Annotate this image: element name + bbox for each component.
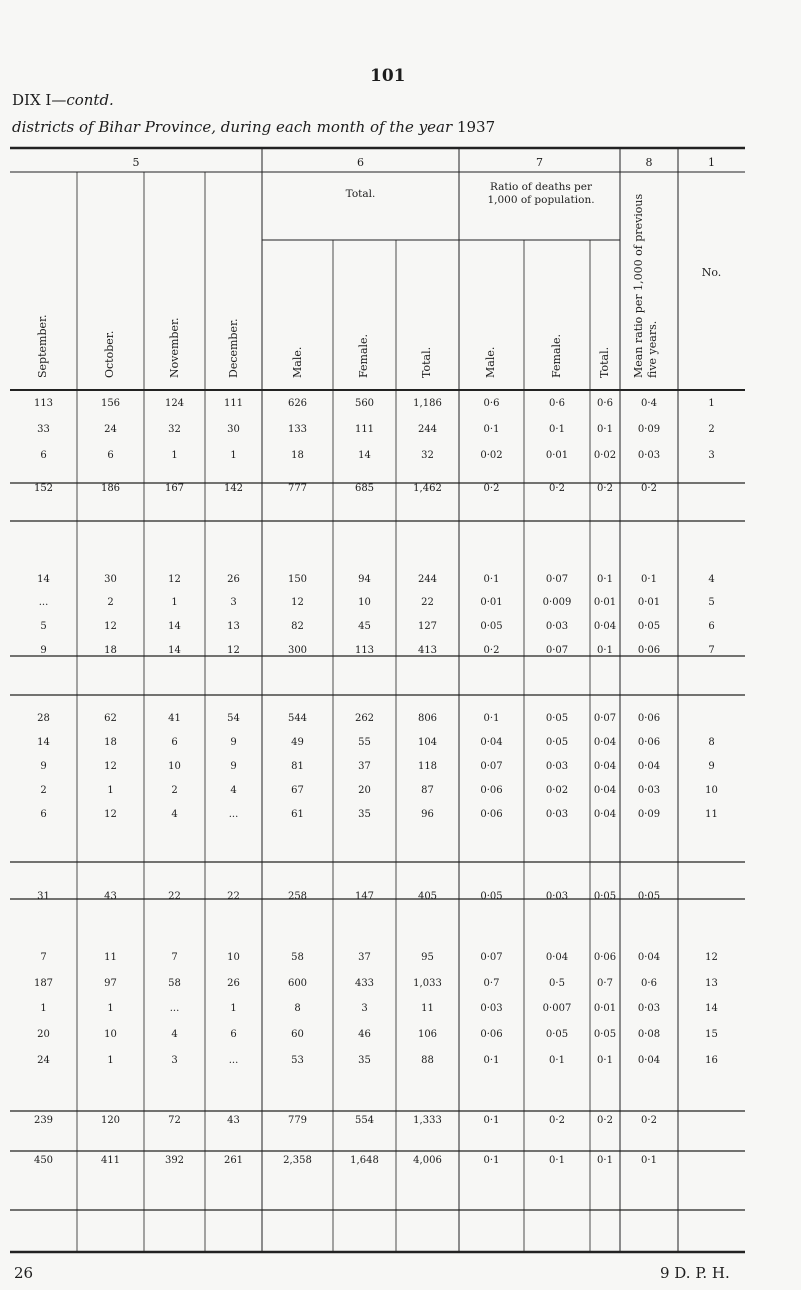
table-cell: 0·09 (637, 424, 661, 435)
table-cell: 0·05 (637, 621, 661, 632)
table-cell: ... (228, 1055, 239, 1066)
table-cell: 554 (354, 1115, 375, 1126)
table-cell: 6 (230, 1029, 237, 1040)
table-cell: ... (38, 597, 49, 608)
table-cell: 0·2 (549, 1115, 565, 1126)
table-cell: 4,006 (413, 1155, 442, 1166)
table-cell: 626 (287, 398, 308, 409)
table-cell: 35 (358, 1055, 371, 1066)
table-cell: 9 (40, 645, 47, 656)
table-cell: 4 (230, 785, 237, 796)
table-cell: 11 (705, 809, 718, 820)
table-cell: 12 (104, 621, 117, 632)
table-row (0, 805, 801, 825)
table-cell: 560 (354, 398, 375, 409)
table-cell: 0·07 (545, 645, 569, 656)
header-male: Male. (291, 346, 304, 378)
header-no: No. (701, 266, 722, 279)
table-cell: 1 (171, 597, 178, 608)
table-cell: 18 (291, 450, 304, 461)
table-cell: 0·03 (545, 809, 569, 820)
table-cell: 779 (287, 1115, 308, 1126)
table-cell: 6 (107, 450, 114, 461)
table-cell: 13 (227, 621, 240, 632)
table-cell: 0·1 (549, 1055, 565, 1066)
header-ratio-total: Total. (598, 346, 611, 378)
table-cell: 43 (227, 1115, 240, 1126)
table-cell: 0·6 (597, 398, 613, 409)
table-cell: 9 (230, 761, 237, 772)
table-cell: 22 (227, 891, 240, 902)
table-cell: 12 (291, 597, 304, 608)
table-cell: 152 (33, 483, 54, 494)
table-cell: 30 (104, 574, 117, 585)
table-cell: 0·01 (637, 597, 661, 608)
table-cell: 46 (358, 1029, 371, 1040)
table-cell: 26 (227, 978, 240, 989)
table-cell: 87 (421, 785, 434, 796)
table-cell: 0·1 (641, 574, 657, 585)
table-row (0, 479, 801, 499)
table-row (0, 641, 801, 661)
table-cell: 0·04 (593, 785, 617, 796)
table-cell: 0·05 (637, 891, 661, 902)
table-cell: 0·7 (483, 978, 500, 989)
table-cell: 0·2 (549, 483, 565, 494)
table-cell: 411 (100, 1155, 121, 1166)
table-cell: 5 (708, 597, 715, 608)
header-female: Female. (357, 333, 370, 378)
table-cell: 30 (227, 424, 240, 435)
table-cell: 118 (417, 761, 438, 772)
column-number: 6 (357, 156, 364, 169)
table-cell: 14 (37, 737, 50, 748)
table-cell: 72 (168, 1115, 181, 1126)
table-cell: 1,186 (413, 398, 442, 409)
table-cell: 88 (421, 1055, 434, 1066)
table-cell: 31 (37, 891, 50, 902)
table-row (0, 1151, 801, 1171)
table-row (0, 593, 801, 613)
table-cell: 12 (168, 574, 181, 585)
contd-label: —contd. (51, 91, 114, 109)
table-cell: 16 (705, 1055, 718, 1066)
table-cell: 1,333 (413, 1115, 442, 1126)
table-cell: 0·06 (637, 645, 661, 656)
table-cell: 32 (421, 450, 434, 461)
table-row (0, 948, 801, 968)
table-row (0, 781, 801, 801)
table-cell: 156 (100, 398, 121, 409)
table-row (0, 1111, 801, 1131)
table-cell: 1 (171, 450, 178, 461)
column-number: 7 (536, 156, 543, 169)
header-total: Total. (420, 346, 433, 378)
header-december: December. (227, 318, 240, 378)
table-cell: 261 (223, 1155, 244, 1166)
table-cell: 133 (287, 424, 308, 435)
table-cell: 0·1 (483, 1155, 500, 1166)
table-cell: 10 (358, 597, 371, 608)
table-cell: 14 (37, 574, 50, 585)
table-cell: 0·03 (480, 1003, 503, 1014)
table-cell: 14 (168, 645, 181, 656)
table-cell: 0·07 (480, 952, 503, 963)
table-cell: 0·5 (549, 978, 565, 989)
table-cell: 0·1 (549, 424, 565, 435)
table-cell: 0·2 (641, 483, 657, 494)
table-cell: 544 (287, 713, 308, 724)
table-cell: ... (228, 809, 239, 820)
table-cell: 0·009 (542, 597, 572, 608)
table-cell: 147 (354, 891, 375, 902)
table-cell: 0·1 (597, 424, 613, 435)
table-cell: 0·03 (637, 450, 661, 461)
table-cell: 0·02 (480, 450, 503, 461)
table-cell: 0·09 (637, 809, 661, 820)
table-cell: 10 (227, 952, 240, 963)
table-row (0, 446, 801, 466)
table-cell: 1,648 (350, 1155, 379, 1166)
table-cell: 0·06 (480, 1029, 503, 1040)
table-cell: 392 (164, 1155, 185, 1166)
table-row (0, 617, 801, 637)
table-cell: 0·02 (545, 785, 569, 796)
table-cell: 2 (40, 785, 47, 796)
table-cell: 0·1 (483, 1055, 500, 1066)
table-cell: 53 (291, 1055, 304, 1066)
table-cell: 0·1 (483, 574, 500, 585)
table-cell: 405 (417, 891, 438, 902)
table-cell: 0·01 (545, 450, 569, 461)
table-cell: 0·05 (545, 737, 569, 748)
table-cell: 244 (417, 424, 438, 435)
table-cell: 0·01 (593, 597, 617, 608)
table-cell: 0·2 (483, 645, 500, 656)
table-cell: 24 (104, 424, 117, 435)
column-number: 5 (132, 156, 140, 169)
table-cell: 0·1 (483, 713, 500, 724)
appendix-label: DIX I (12, 91, 52, 109)
table-cell: 82 (291, 621, 304, 632)
table-cell: 7 (708, 645, 715, 656)
table-cell: 0·06 (480, 785, 503, 796)
table-cell: 22 (168, 891, 181, 902)
table-cell: 127 (417, 621, 438, 632)
table-cell: 35 (358, 809, 371, 820)
table-cell: 24 (37, 1055, 50, 1066)
table-cell: 124 (164, 398, 185, 409)
table-cell: 41 (168, 713, 181, 724)
table-cell: 0·03 (637, 785, 661, 796)
table-cell: 120 (100, 1115, 121, 1126)
table-cell: 94 (358, 574, 371, 585)
table-cell: 43 (104, 891, 117, 902)
table-cell: 26 (227, 574, 240, 585)
table-cell: 0·05 (480, 891, 503, 902)
table-cell: 0·1 (597, 574, 613, 585)
table-cell: 0·1 (597, 1055, 613, 1066)
table-cell: 0·05 (545, 1029, 569, 1040)
table-cell: 258 (287, 891, 308, 902)
footer-signature: 9 D. P. H. (660, 1264, 730, 1282)
table-cell: 18 (104, 737, 117, 748)
table-cell: 167 (164, 483, 185, 494)
table-cell: 0·04 (545, 952, 569, 963)
table-cell: 0·04 (637, 952, 661, 963)
table-cell: 142 (223, 483, 244, 494)
table-cell: 9 (230, 737, 237, 748)
table-cell: 4 (708, 574, 715, 585)
header-november: November. (168, 317, 181, 378)
table-cell: 9 (708, 761, 715, 772)
table-cell: 1 (40, 1003, 47, 1014)
table-cell: 20 (37, 1029, 50, 1040)
table-row (0, 999, 801, 1019)
table-cell: 0·2 (483, 483, 500, 494)
table-row (0, 570, 801, 590)
table-cell: 1,462 (413, 483, 442, 494)
table-cell: 0·04 (593, 761, 617, 772)
table-cell: 6 (40, 450, 47, 461)
table-cell: 11 (104, 952, 117, 963)
table-cell: 111 (354, 424, 375, 435)
table-cell: 32 (168, 424, 181, 435)
table-row (0, 1025, 801, 1045)
table-cell: 0·1 (641, 1155, 657, 1166)
subtitle-year: 1937 (456, 118, 496, 136)
table-cell: 0·1 (597, 645, 613, 656)
table-cell: 12 (705, 952, 718, 963)
table-cell: 0·007 (542, 1003, 572, 1014)
table-cell: 0·4 (641, 398, 657, 409)
table-cell: 413 (417, 645, 438, 656)
header-ratio-male: Male. (484, 346, 497, 378)
table-cell: 113 (33, 398, 54, 409)
table-cell: 37 (358, 952, 371, 963)
table-cell: 11 (421, 1003, 434, 1014)
table-cell: 22 (421, 597, 434, 608)
table-cell: 106 (417, 1029, 438, 1040)
table-cell: 96 (421, 809, 434, 820)
footer-page-left: 26 (14, 1264, 34, 1282)
table-cell: 58 (168, 978, 181, 989)
table-cell: 186 (100, 483, 121, 494)
table-cell: 111 (223, 398, 244, 409)
table-cell: 2 (107, 597, 114, 608)
table-cell: 0·05 (480, 621, 503, 632)
table-row (0, 733, 801, 753)
table-cell: 55 (358, 737, 371, 748)
table-cell: 685 (354, 483, 375, 494)
column-number: 1 (708, 156, 715, 169)
table-cell: 806 (417, 713, 438, 724)
table-cell: 0·07 (545, 574, 569, 585)
table-cell: 54 (227, 713, 240, 724)
table-cell: 14 (358, 450, 371, 461)
table-cell: 0·03 (545, 761, 569, 772)
table-cell: 45 (358, 621, 371, 632)
table-cell: 2,358 (283, 1155, 312, 1166)
table-cell: 0·1 (483, 1115, 500, 1126)
table-cell: 104 (417, 737, 438, 748)
table-cell: 58 (291, 952, 304, 963)
table-cell: 0·05 (545, 713, 569, 724)
table-cell: 0·05 (593, 891, 617, 902)
table-cell: 61 (291, 809, 304, 820)
table-cell: 777 (287, 483, 308, 494)
table-cell: 15 (705, 1029, 718, 1040)
table-cell: 0·03 (637, 1003, 661, 1014)
table-row (0, 420, 801, 440)
table-row (0, 974, 801, 994)
table-cell: 1 (230, 1003, 237, 1014)
table-cell: 10 (104, 1029, 117, 1040)
table-cell: 5 (40, 621, 47, 632)
table-row (0, 887, 801, 907)
table-row (0, 394, 801, 414)
table-cell: 8 (708, 737, 715, 748)
table-cell: 0·1 (483, 424, 500, 435)
column-number: 8 (645, 156, 653, 169)
table-cell: 433 (354, 978, 375, 989)
header-ratio-female: Female. (550, 333, 563, 378)
table-cell: ... (169, 1003, 180, 1014)
table-cell: 0·04 (637, 761, 661, 772)
table-cell: 0·06 (480, 809, 503, 820)
table-cell: 0·07 (593, 713, 617, 724)
table-cell: 0·03 (545, 891, 569, 902)
table-cell: 1 (107, 785, 114, 796)
table-cell: 2 (708, 424, 715, 435)
table-cell: 1,033 (413, 978, 442, 989)
table-cell: 3 (361, 1003, 368, 1014)
table-cell: 300 (287, 645, 308, 656)
table-cell: 1 (230, 450, 237, 461)
table-cell: 0·08 (637, 1029, 661, 1040)
table-cell: 0·07 (480, 761, 503, 772)
table-cell: 12 (104, 809, 117, 820)
table-cell: 12 (104, 761, 117, 772)
table-cell: 14 (705, 1003, 718, 1014)
table-cell: 12 (227, 645, 240, 656)
table-cell: 13 (705, 978, 718, 989)
table-cell: 10 (168, 761, 181, 772)
table-cell: 60 (291, 1029, 304, 1040)
table-cell: 0·04 (480, 737, 503, 748)
table-cell: 97 (104, 978, 117, 989)
table-cell: 81 (291, 761, 304, 772)
table-cell: 28 (37, 713, 50, 724)
table-cell: 2 (171, 785, 178, 796)
table-cell: 18 (104, 645, 117, 656)
table-cell: 49 (291, 737, 304, 748)
table-cell: 450 (33, 1155, 54, 1166)
table-cell: 244 (417, 574, 438, 585)
table-cell: 37 (358, 761, 371, 772)
table-cell: 0·6 (483, 398, 500, 409)
header-october: October. (103, 330, 116, 378)
table-cell: 0·03 (545, 621, 569, 632)
table-cell: 6 (708, 621, 715, 632)
table-cell: 10 (705, 785, 718, 796)
table-row (0, 1051, 801, 1071)
table-cell: 187 (33, 978, 54, 989)
table-cell: 7 (171, 952, 178, 963)
table-cell: 8 (294, 1003, 301, 1014)
header-september: September. (36, 314, 49, 378)
subtitle-text: districts of Bihar Province, during each month of the year (12, 118, 453, 136)
table-cell: 67 (291, 785, 304, 796)
table-cell: 0·1 (597, 1155, 613, 1166)
table-cell: 0·06 (593, 952, 617, 963)
table-cell: 14 (168, 621, 181, 632)
table-cell: 1 (708, 398, 715, 409)
table-row (0, 709, 801, 729)
table-cell: 113 (354, 645, 375, 656)
table-cell: 3 (230, 597, 237, 608)
table-cell: 0·6 (549, 398, 565, 409)
table-cell: 20 (358, 785, 371, 796)
group-header-total: Total. (345, 188, 376, 200)
table-cell: 0·2 (597, 483, 613, 494)
table-cell: 150 (287, 574, 308, 585)
table-cell: 0·05 (593, 1029, 617, 1040)
table-cell: 9 (40, 761, 47, 772)
table-cell: 0·01 (480, 597, 503, 608)
table-cell: 33 (37, 424, 50, 435)
table-cell: 7 (40, 952, 47, 963)
table-cell: 0·2 (641, 1115, 657, 1126)
table-cell: 6 (40, 809, 47, 820)
table-cell: 0·02 (593, 450, 617, 461)
header-mean-ratio: Mean ratio per 1,000 of previous five years. (632, 193, 659, 378)
table-cell: 239 (33, 1115, 54, 1126)
table-cell: 0·04 (593, 809, 617, 820)
table-cell: 3 (708, 450, 715, 461)
table-cell: 4 (171, 809, 178, 820)
table-cell: 95 (421, 952, 434, 963)
table-cell: 3 (171, 1055, 178, 1066)
table-cell: 6 (171, 737, 178, 748)
table-cell: 0·1 (549, 1155, 565, 1166)
table-cell: 0·04 (637, 1055, 661, 1066)
group-header-ratio: Ratio of deaths per 1,000 of population. (487, 181, 595, 206)
table-cell: 1 (107, 1055, 114, 1066)
table-cell: 0·2 (597, 1115, 613, 1126)
table-cell: 600 (287, 978, 308, 989)
table-cell: 4 (171, 1029, 178, 1040)
table-cell: 1 (107, 1003, 114, 1014)
table-row (0, 757, 801, 777)
table-cell: 62 (104, 713, 117, 724)
table-cell: 0·7 (597, 978, 613, 989)
table-cell: 0·06 (637, 737, 661, 748)
table-cell: 0·06 (637, 713, 661, 724)
table-cell: 262 (354, 713, 375, 724)
table-cell: 0·04 (593, 621, 617, 632)
table-cell: 0·01 (593, 1003, 617, 1014)
page-number: 101 (370, 66, 406, 86)
table-cell: 0·6 (641, 978, 657, 989)
table-cell: 0·04 (593, 737, 617, 748)
